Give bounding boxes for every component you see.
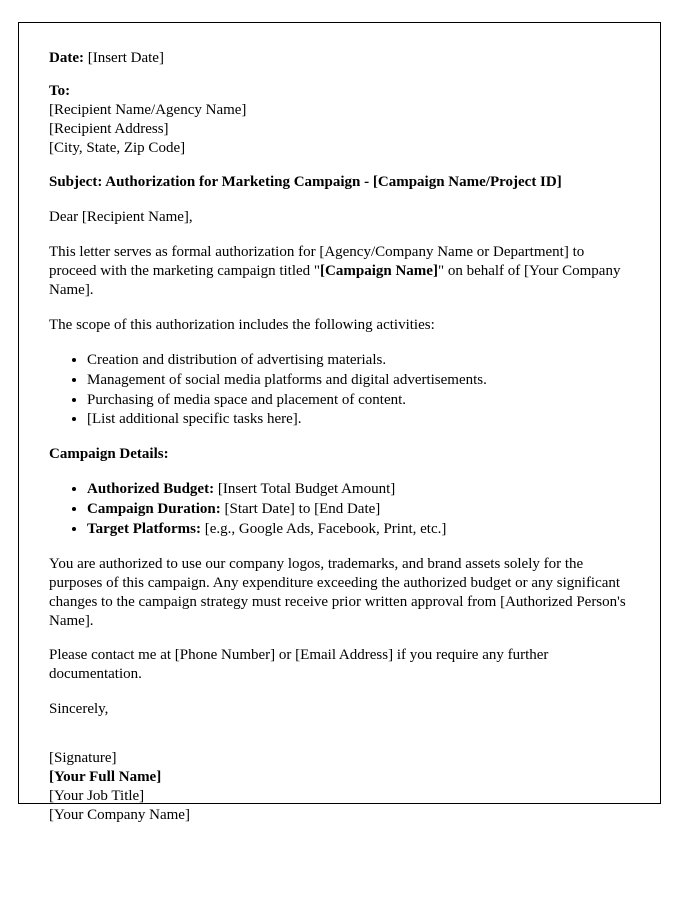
to-label: To: <box>49 82 71 99</box>
contact-paragraph: Please contact me at [Phone Number] or [Email Address] if you require any further documentation. <box>49 647 549 683</box>
detail-label: Authorized Budget: <box>87 481 215 498</box>
list-item: • Creation and distribution of advertising materials. <box>87 351 626 370</box>
list-item <box>87 480 626 499</box>
signer-name: [Your Full Name] <box>49 769 162 786</box>
usage-paragraph: You are authorized to use our company logos, trademarks, and brand assets solely for the purposes of this campaign. Any expenditure exceeding the authorized budget or any significant changes to the campaign strategy must receive prior written approval from [Authorized Person's Name]. <box>49 555 626 629</box>
signer-title: [Your Job Title] <box>49 787 145 804</box>
subject-line: Subject: Authorization for Marketing Campaign - [Campaign Name/Project ID] <box>49 174 562 191</box>
salutation: Dear [Recipient Name], <box>49 209 193 226</box>
detail-label: Campaign Duration: <box>87 501 221 518</box>
signer-company: [Your Company Name] <box>49 806 190 823</box>
intro-text-1: This letter serves as formal authorization for [Agency/Company Name or Department] to proceed with the marketing campaign titled " <box>49 244 585 280</box>
list-item: • Management of social media platforms and digital advertisements. <box>87 371 626 390</box>
signature-spacer <box>49 735 626 749</box>
intro-campaign-name: [Campaign Name] <box>320 263 438 280</box>
intro-text-2: " on behalf of [Your Company Name]. <box>49 263 621 299</box>
date-label: Date: <box>49 50 84 66</box>
list-item: • [List additional specific tasks here]. <box>87 410 626 429</box>
date-value: [Insert Date] <box>87 50 164 66</box>
activities-list <box>49 351 626 430</box>
recipient-address: [Recipient Address] <box>49 120 169 137</box>
closing: Sincerely, <box>49 701 109 718</box>
recipient-name: [Recipient Name/Agency Name] <box>49 101 247 118</box>
document-page <box>18 22 661 823</box>
campaign-details-heading: Campaign Details: <box>49 446 169 463</box>
signature-block <box>49 749 626 825</box>
scope-intro: The scope of this authorization includes the following activities: <box>49 316 435 333</box>
detail-value: [Insert Total Budget Amount] <box>217 481 396 498</box>
recipient-city-state-zip: [City, State, Zip Code] <box>49 139 186 156</box>
date-line <box>49 49 626 68</box>
list-item <box>87 500 626 519</box>
list-item: • Purchasing of media space and placement of content. <box>87 391 626 410</box>
campaign-details-list <box>49 480 626 539</box>
detail-label: Target Platforms: <box>87 521 201 538</box>
detail-value: [Start Date] to [End Date] <box>224 501 381 518</box>
recipient-block <box>49 82 626 158</box>
detail-value: [e.g., Google Ads, Facebook, Print, etc.] <box>204 521 447 538</box>
signature-placeholder: [Signature] <box>49 750 117 767</box>
intro-paragraph <box>49 243 626 300</box>
letter-body <box>19 23 660 825</box>
list-item <box>87 520 626 539</box>
